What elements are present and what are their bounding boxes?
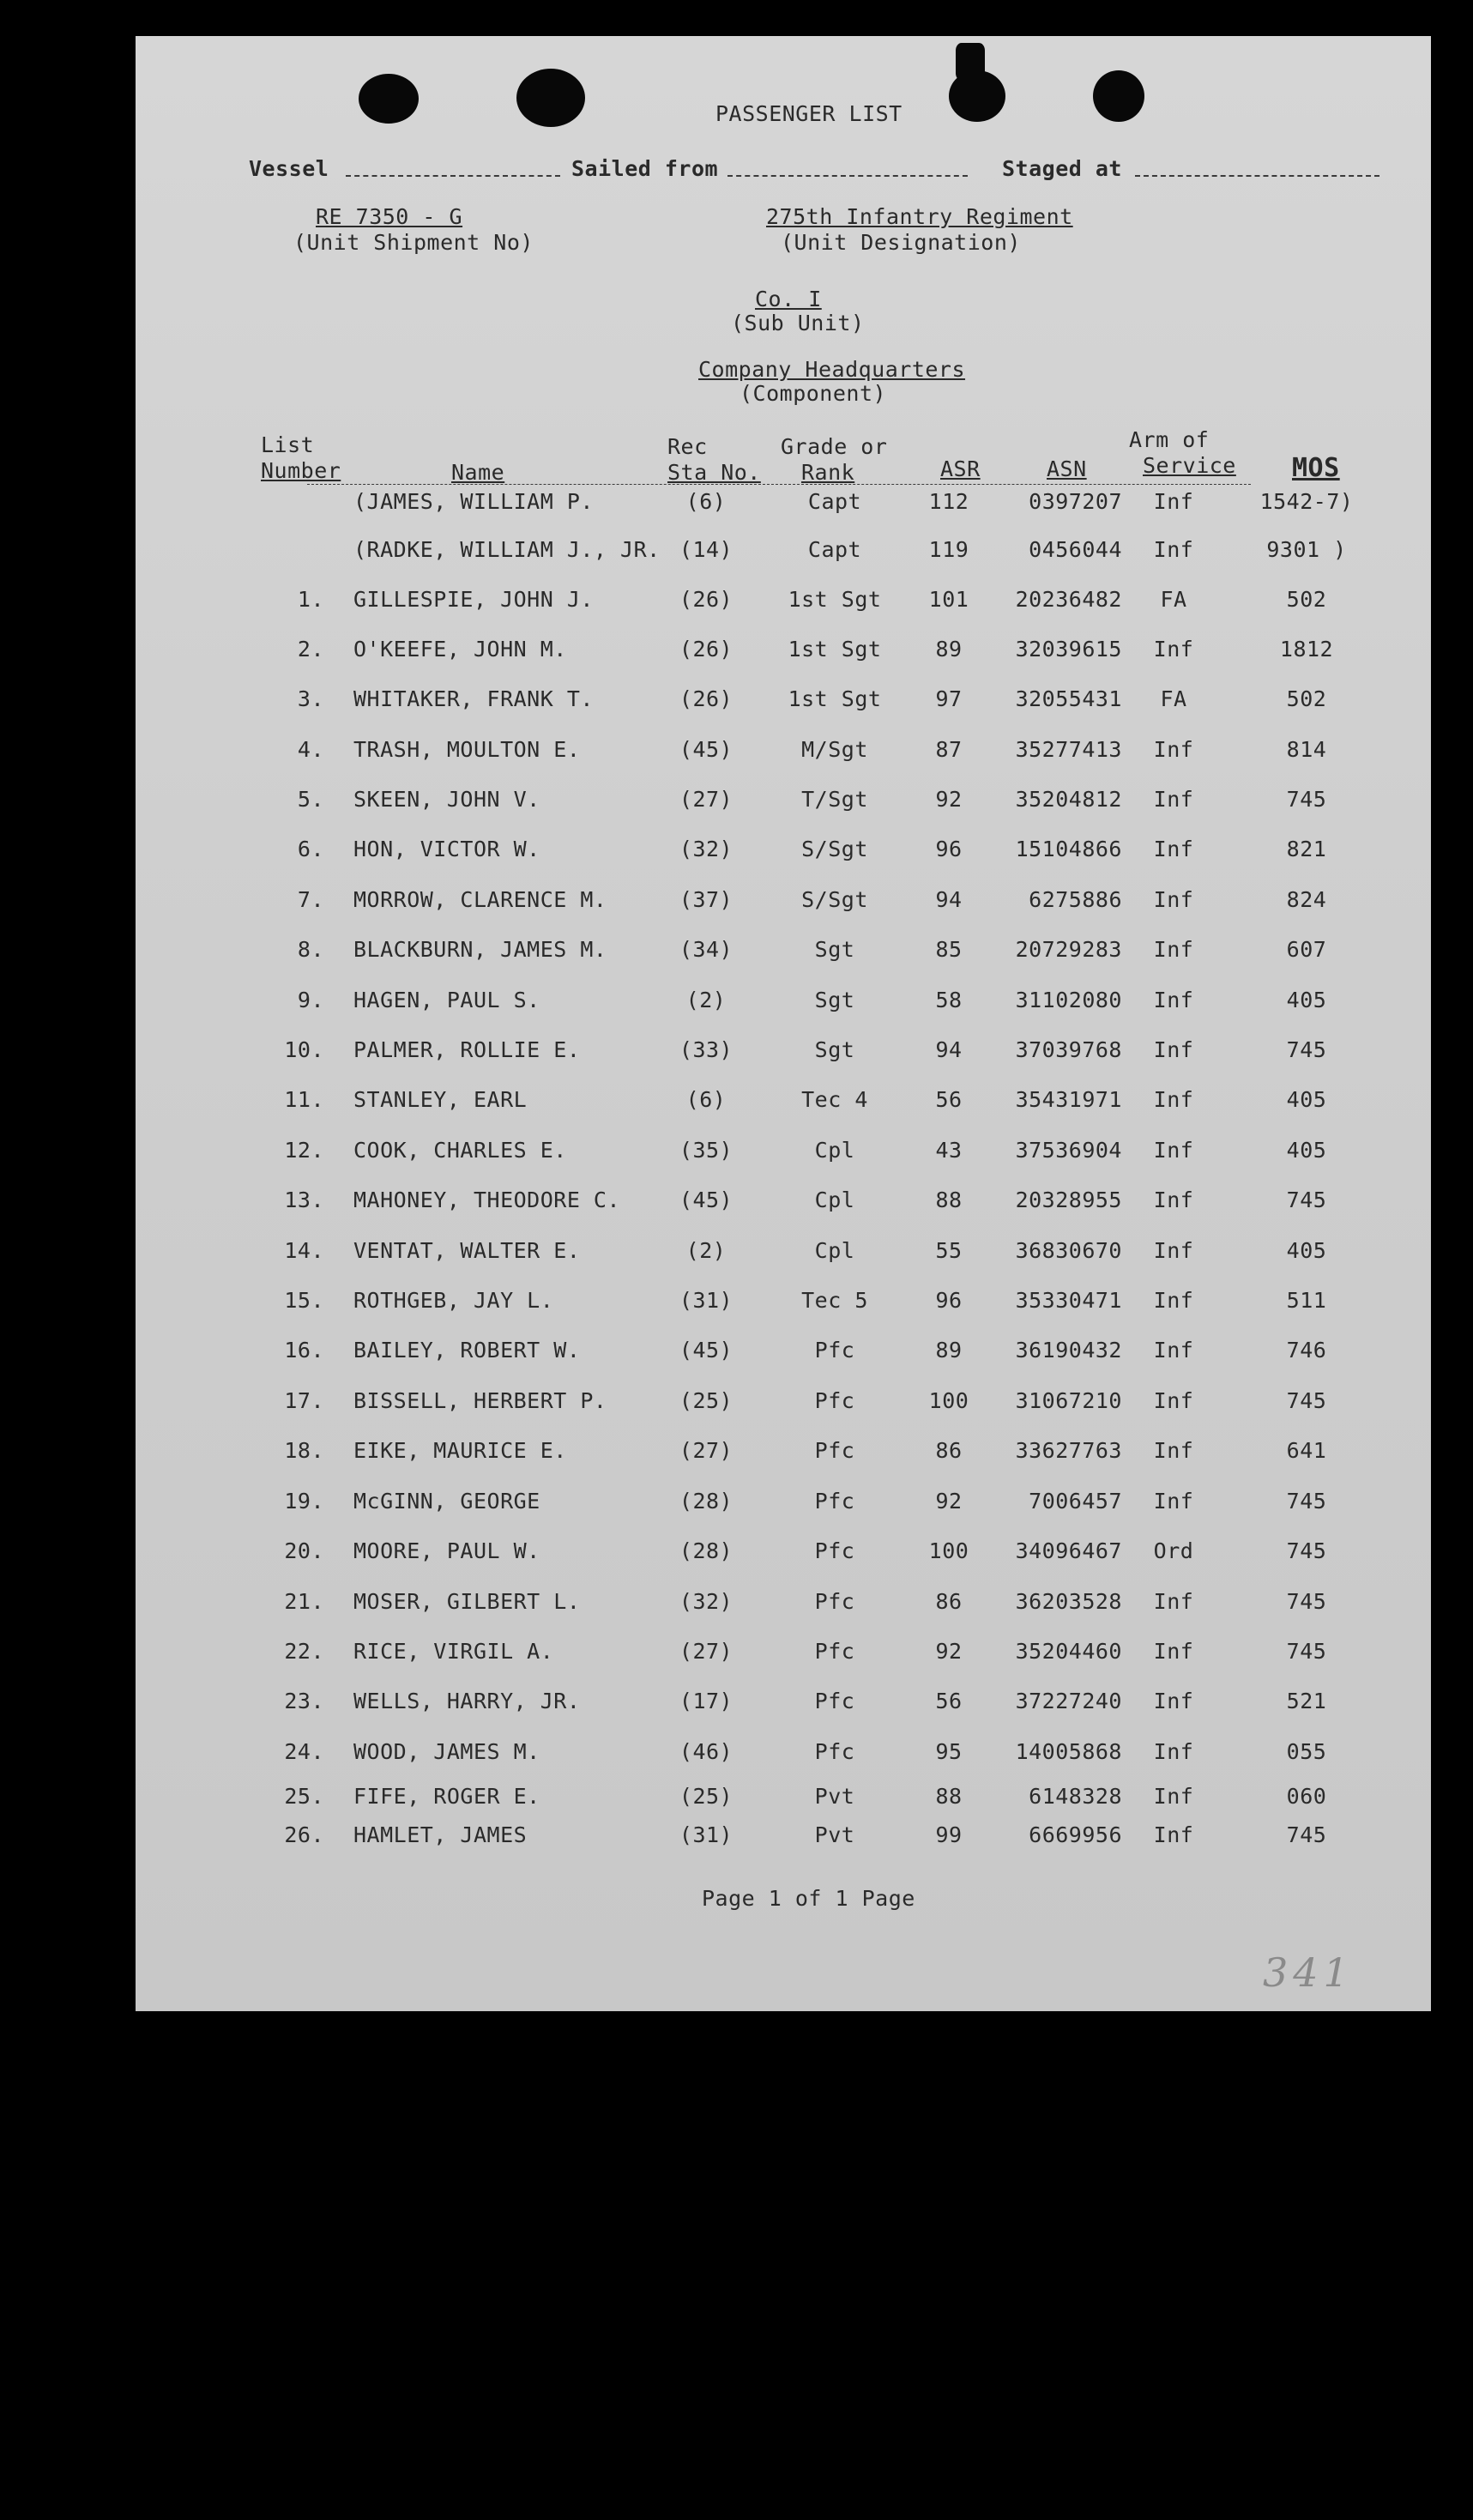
- cell-grade: Pfc: [814, 1538, 855, 1563]
- cell-sta: (28): [679, 1489, 733, 1514]
- header-grade-line2: Rank: [801, 460, 855, 485]
- cell-name: PALMER, ROLLIE E.: [353, 1037, 581, 1062]
- cell-num: 25.: [284, 1784, 324, 1809]
- cell-asr: 101: [928, 587, 969, 612]
- cell-grade: Cpl: [814, 1238, 855, 1263]
- header-asn: ASN: [1047, 456, 1087, 481]
- cell-arm: Inf: [1153, 1639, 1194, 1664]
- cell-name: SKEEN, JOHN V.: [353, 787, 540, 812]
- officer-row: [136, 489, 1431, 523]
- cell-mos: 814: [1286, 737, 1327, 762]
- cell-asn: 32055431: [1015, 686, 1122, 711]
- cell-name: VENTAT, WALTER E.: [353, 1238, 581, 1263]
- cell-name: MAHONEY, THEODORE C.: [353, 1187, 621, 1212]
- cell-grade: 1st Sgt: [788, 686, 882, 711]
- table-row: [136, 686, 1431, 721]
- cell-asr: 97: [935, 686, 963, 711]
- cell-asn: 6148328: [1029, 1784, 1122, 1809]
- cell-mos: 641: [1286, 1438, 1327, 1463]
- cell-num: 4.: [297, 737, 324, 762]
- cell-asn: 33627763: [1015, 1438, 1122, 1463]
- cell-mos: 521: [1286, 1689, 1327, 1713]
- cell-asn: 31102080: [1015, 988, 1122, 1012]
- cell-arm: Inf: [1153, 1438, 1194, 1463]
- cell-arm: Inf: [1153, 1288, 1194, 1313]
- cell-asr: 94: [935, 887, 963, 912]
- cell-num: 15.: [284, 1288, 324, 1313]
- cell-grade: S/Sgt: [801, 887, 868, 912]
- table-row: [136, 587, 1431, 621]
- cell-asn: 37039768: [1015, 1037, 1122, 1062]
- cell-name: TRASH, MOULTON E.: [353, 737, 581, 762]
- cell-arm: Inf: [1153, 1739, 1194, 1764]
- table-row: [136, 1739, 1431, 1774]
- staged-at-field: [1135, 175, 1379, 177]
- cell-sta: (2): [685, 1238, 727, 1263]
- table-row: [136, 1087, 1431, 1121]
- cell-name: HAMLET, JAMES: [353, 1822, 528, 1847]
- header-mos: MOS: [1292, 453, 1340, 483]
- cell-sta: (33): [679, 1037, 733, 1062]
- cell-asn: 20729283: [1015, 937, 1122, 962]
- cell-sta: (32): [679, 1589, 733, 1614]
- cell-num: 22.: [284, 1639, 324, 1664]
- table-row: [136, 1639, 1431, 1673]
- cell-sta: (28): [679, 1538, 733, 1563]
- sailed-from-field: [727, 175, 968, 177]
- cell-grade: Capt: [807, 537, 862, 562]
- header-rec-line1: Rec: [667, 434, 708, 459]
- unit-shipment-no: RE 7350 - G: [316, 204, 463, 229]
- cell-name: O'KEEFE, JOHN M.: [353, 637, 567, 662]
- unit-shipment-caption: (Unit Shipment No): [293, 230, 534, 255]
- ink-blot: [359, 74, 419, 124]
- cell-name: (JAMES, WILLIAM P.: [353, 489, 594, 514]
- cell-grade: Cpl: [814, 1138, 855, 1163]
- cell-num: 2.: [297, 637, 324, 662]
- unit-designation-caption: (Unit Designation): [781, 230, 1021, 255]
- table-row: [136, 787, 1431, 821]
- cell-mos: 055: [1286, 1739, 1327, 1764]
- cell-num: 7.: [297, 887, 324, 912]
- cell-name: McGINN, GEORGE: [353, 1489, 540, 1514]
- cell-grade: Pfc: [814, 1438, 855, 1463]
- header-grade-line1: Grade or: [781, 434, 888, 459]
- cell-sta: (14): [679, 537, 733, 562]
- cell-num: 1.: [297, 587, 324, 612]
- cell-sta: (6): [685, 489, 727, 514]
- cell-asr: 86: [935, 1589, 963, 1614]
- cell-grade: Sgt: [814, 988, 855, 1012]
- cell-asn: 31067210: [1015, 1388, 1122, 1413]
- cell-asn: 35204460: [1015, 1639, 1122, 1664]
- cell-sta: (32): [679, 837, 733, 861]
- cell-arm: Inf: [1153, 1087, 1194, 1112]
- cell-grade: Pfc: [814, 1739, 855, 1764]
- cell-asn: 35330471: [1015, 1288, 1122, 1313]
- cell-name: HON, VICTOR W.: [353, 837, 540, 861]
- page-footer: Page 1 of 1 Page: [702, 1886, 915, 1911]
- header-rec-line2: Sta No.: [667, 460, 761, 485]
- cell-asn: 20328955: [1015, 1187, 1122, 1212]
- cell-mos: 821: [1286, 837, 1327, 861]
- table-row: [136, 1589, 1431, 1623]
- sailed-from-label: Sailed from: [571, 156, 719, 181]
- cell-name: GILLESPIE, JOHN J.: [353, 587, 594, 612]
- cell-grade: T/Sgt: [801, 787, 868, 812]
- cell-num: 16.: [284, 1338, 324, 1363]
- cell-num: 18.: [284, 1438, 324, 1463]
- cell-grade: Pfc: [814, 1338, 855, 1363]
- cell-mos: 060: [1286, 1784, 1327, 1809]
- cell-sta: (45): [679, 1338, 733, 1363]
- cell-arm: Inf: [1153, 737, 1194, 762]
- cell-asn: 37227240: [1015, 1689, 1122, 1713]
- cell-num: 12.: [284, 1138, 324, 1163]
- cell-sta: (27): [679, 787, 733, 812]
- cell-num: 13.: [284, 1187, 324, 1212]
- cell-mos: 607: [1286, 937, 1327, 962]
- cell-asr: 92: [935, 787, 963, 812]
- cell-sta: (31): [679, 1822, 733, 1847]
- cell-sta: (37): [679, 887, 733, 912]
- cell-asr: 86: [935, 1438, 963, 1463]
- form-title: PASSENGER LIST: [715, 101, 903, 126]
- cell-sta: (17): [679, 1689, 733, 1713]
- vessel-label: Vessel: [249, 156, 329, 181]
- cell-name: MOSER, GILBERT L.: [353, 1589, 581, 1614]
- cell-grade: Capt: [807, 489, 862, 514]
- cell-grade: Pfc: [814, 1489, 855, 1514]
- cell-num: 3.: [297, 686, 324, 711]
- header-list-line1: List: [261, 432, 315, 457]
- cell-asn: 6669956: [1029, 1822, 1122, 1847]
- cell-num: 24.: [284, 1739, 324, 1764]
- cell-grade: Pfc: [814, 1388, 855, 1413]
- cell-num: 14.: [284, 1238, 324, 1263]
- cell-grade: 1st Sgt: [788, 587, 882, 612]
- cell-mos: 745: [1286, 787, 1327, 812]
- cell-asr: 88: [935, 1784, 963, 1809]
- table-row: [136, 988, 1431, 1022]
- header-arm-line1: Arm of: [1129, 427, 1210, 452]
- cell-asn: 20236482: [1015, 587, 1122, 612]
- cell-arm: Inf: [1153, 1388, 1194, 1413]
- table-row: [136, 1338, 1431, 1372]
- cell-grade: Pfc: [814, 1589, 855, 1614]
- cell-name: BISSELL, HERBERT P.: [353, 1388, 607, 1413]
- cell-arm: FA: [1160, 686, 1187, 711]
- cell-sta: (27): [679, 1639, 733, 1664]
- cell-name: MOORE, PAUL W.: [353, 1538, 540, 1563]
- cell-arm: Inf: [1153, 1589, 1194, 1614]
- cell-arm: Inf: [1153, 1689, 1194, 1713]
- table-row: [136, 1187, 1431, 1222]
- cell-asn: 35204812: [1015, 787, 1122, 812]
- cell-asn: 32039615: [1015, 637, 1122, 662]
- cell-arm: Inf: [1153, 787, 1194, 812]
- cell-asn: 14005868: [1015, 1739, 1122, 1764]
- cell-asr: 96: [935, 1288, 963, 1313]
- cell-arm: FA: [1160, 587, 1187, 612]
- header-asr: ASR: [940, 456, 981, 481]
- cell-asn: 6275886: [1029, 887, 1122, 912]
- cell-asr: 96: [935, 837, 963, 861]
- cell-sta: (2): [685, 988, 727, 1012]
- cell-grade: Tec 4: [801, 1087, 868, 1112]
- table-row: [136, 1489, 1431, 1523]
- cell-sta: (26): [679, 587, 733, 612]
- table-row: [136, 1689, 1431, 1723]
- component: Company Headquarters: [698, 357, 966, 382]
- cell-name: BAILEY, ROBERT W.: [353, 1338, 581, 1363]
- cell-num: 20.: [284, 1538, 324, 1563]
- cell-asr: 58: [935, 988, 963, 1012]
- header-name: Name: [451, 460, 505, 485]
- cell-mos: 745: [1286, 1639, 1327, 1664]
- cell-grade: Tec 5: [801, 1288, 868, 1313]
- cell-mos: 745: [1286, 1489, 1327, 1514]
- cell-grade: Pfc: [814, 1639, 855, 1664]
- cell-arm: Inf: [1153, 1138, 1194, 1163]
- cell-asr: 88: [935, 1187, 963, 1212]
- cell-asr: 100: [928, 1538, 969, 1563]
- staged-at-label: Staged at: [1002, 156, 1122, 181]
- cell-num: 11.: [284, 1087, 324, 1112]
- cell-asn: 34096467: [1015, 1538, 1122, 1563]
- cell-mos: 745: [1286, 1589, 1327, 1614]
- cell-asr: 112: [928, 489, 969, 514]
- header-list-line2: Number: [261, 458, 341, 483]
- cell-mos: 405: [1286, 988, 1327, 1012]
- cell-mos: 1812: [1279, 637, 1334, 662]
- ink-blot: [956, 43, 985, 81]
- table-row: [136, 737, 1431, 771]
- cell-name: RICE, VIRGIL A.: [353, 1639, 554, 1664]
- cell-sta: (6): [685, 1087, 727, 1112]
- cell-mos: 1542-7): [1259, 489, 1354, 514]
- cell-asn: 0456044: [1029, 537, 1122, 562]
- sub-unit: Co. I: [755, 287, 822, 311]
- cell-asn: 37536904: [1015, 1138, 1122, 1163]
- cell-asr: 55: [935, 1238, 963, 1263]
- cell-grade: Pfc: [814, 1689, 855, 1713]
- cell-name: ROTHGEB, JAY L.: [353, 1288, 554, 1313]
- unit-designation: 275th Infantry Regiment: [766, 204, 1073, 229]
- cell-num: 9.: [297, 988, 324, 1012]
- cell-asn: 36203528: [1015, 1589, 1122, 1614]
- cell-sta: (31): [679, 1288, 733, 1313]
- cell-arm: Inf: [1153, 489, 1194, 514]
- sub-unit-caption: (Sub Unit): [731, 311, 865, 335]
- table-row: [136, 1238, 1431, 1272]
- cell-grade: Pvt: [814, 1822, 855, 1847]
- cell-grade: Pvt: [814, 1784, 855, 1809]
- cell-asn: 35431971: [1015, 1087, 1122, 1112]
- cell-arm: Inf: [1153, 937, 1194, 962]
- cell-asr: 99: [935, 1822, 963, 1847]
- table-row: [136, 837, 1431, 871]
- cell-num: 8.: [297, 937, 324, 962]
- cell-arm: Inf: [1153, 1822, 1194, 1847]
- cell-arm: Inf: [1153, 887, 1194, 912]
- cell-name: STANLEY, EARL: [353, 1087, 528, 1112]
- cell-sta: (34): [679, 937, 733, 962]
- cell-sta: (26): [679, 686, 733, 711]
- table-row: [136, 1538, 1431, 1573]
- cell-asr: 92: [935, 1639, 963, 1664]
- cell-grade: Cpl: [814, 1187, 855, 1212]
- cell-arm: Inf: [1153, 637, 1194, 662]
- cell-asr: 95: [935, 1739, 963, 1764]
- cell-mos: 746: [1286, 1338, 1327, 1363]
- cell-mos: 745: [1286, 1388, 1327, 1413]
- table-row: [136, 1438, 1431, 1472]
- cell-asr: 94: [935, 1037, 963, 1062]
- cell-grade: 1st Sgt: [788, 637, 882, 662]
- cell-num: 5.: [297, 787, 324, 812]
- cell-num: 10.: [284, 1037, 324, 1062]
- cell-sta: (35): [679, 1138, 733, 1163]
- cell-arm: Inf: [1153, 837, 1194, 861]
- cell-num: 26.: [284, 1822, 324, 1847]
- cell-arm: Ord: [1153, 1538, 1194, 1563]
- cell-num: 17.: [284, 1388, 324, 1413]
- cell-mos: 502: [1286, 686, 1327, 711]
- cell-asr: 85: [935, 937, 963, 962]
- cell-asn: 35277413: [1015, 737, 1122, 762]
- cell-name: (RADKE, WILLIAM J., JR.: [353, 537, 661, 562]
- cell-name: EIKE, MAURICE E.: [353, 1438, 567, 1463]
- table-row: [136, 1037, 1431, 1072]
- cell-name: WELLS, HARRY, JR.: [353, 1689, 581, 1713]
- cell-num: 6.: [297, 837, 324, 861]
- cell-asn: 36830670: [1015, 1238, 1122, 1263]
- cell-mos: 745: [1286, 1822, 1327, 1847]
- cell-mos: 405: [1286, 1087, 1327, 1112]
- cell-asr: 89: [935, 637, 963, 662]
- cell-asr: 119: [928, 537, 969, 562]
- cell-sta: (46): [679, 1739, 733, 1764]
- cell-arm: Inf: [1153, 1187, 1194, 1212]
- cell-asn: 15104866: [1015, 837, 1122, 861]
- table-row: [136, 1138, 1431, 1172]
- cell-sta: (26): [679, 637, 733, 662]
- cell-name: MORROW, CLARENCE M.: [353, 887, 607, 912]
- cell-asr: 89: [935, 1338, 963, 1363]
- cell-sta: (45): [679, 737, 733, 762]
- cell-name: WHITAKER, FRANK T.: [353, 686, 594, 711]
- cell-arm: Inf: [1153, 1489, 1194, 1514]
- cell-arm: Inf: [1153, 988, 1194, 1012]
- cell-asn: 0397207: [1029, 489, 1122, 514]
- cell-name: BLACKBURN, JAMES M.: [353, 937, 607, 962]
- cell-asr: 87: [935, 737, 963, 762]
- cell-mos: 824: [1286, 887, 1327, 912]
- passenger-list-page: [136, 36, 1431, 2011]
- cell-name: COOK, CHARLES E.: [353, 1138, 567, 1163]
- cell-mos: 745: [1286, 1538, 1327, 1563]
- cell-mos: 405: [1286, 1138, 1327, 1163]
- cell-grade: M/Sgt: [801, 737, 868, 762]
- cell-mos: 745: [1286, 1187, 1327, 1212]
- cell-name: HAGEN, PAUL S.: [353, 988, 540, 1012]
- header-rule: [307, 484, 1251, 485]
- cell-grade: Sgt: [814, 937, 855, 962]
- table-row: [136, 1822, 1431, 1857]
- cell-asr: 56: [935, 1689, 963, 1713]
- ink-blot: [1093, 70, 1144, 122]
- table-row: [136, 637, 1431, 671]
- cell-mos: 511: [1286, 1288, 1327, 1313]
- cell-num: 19.: [284, 1489, 324, 1514]
- cell-sta: (25): [679, 1784, 733, 1809]
- cell-asr: 92: [935, 1489, 963, 1514]
- cell-asr: 100: [928, 1388, 969, 1413]
- cell-mos: 502: [1286, 587, 1327, 612]
- header-arm-line2: Service: [1143, 453, 1236, 478]
- cell-arm: Inf: [1153, 537, 1194, 562]
- cell-asn: 36190432: [1015, 1338, 1122, 1363]
- cell-arm: Inf: [1153, 1338, 1194, 1363]
- table-row: [136, 1784, 1431, 1818]
- table-row: [136, 937, 1431, 971]
- cell-grade: S/Sgt: [801, 837, 868, 861]
- cell-mos: 745: [1286, 1037, 1327, 1062]
- cell-sta: (27): [679, 1438, 733, 1463]
- margin-number: 341: [1263, 1949, 1354, 1996]
- cell-mos: 9301 ): [1266, 537, 1347, 562]
- table-row: [136, 887, 1431, 922]
- cell-arm: Inf: [1153, 1784, 1194, 1809]
- cell-arm: Inf: [1153, 1037, 1194, 1062]
- table-row: [136, 1288, 1431, 1322]
- cell-num: 23.: [284, 1689, 324, 1713]
- cell-num: 21.: [284, 1589, 324, 1614]
- cell-arm: Inf: [1153, 1238, 1194, 1263]
- vessel-field: [346, 175, 560, 177]
- cell-grade: Sgt: [814, 1037, 855, 1062]
- component-caption: (Component): [740, 381, 887, 406]
- cell-sta: (45): [679, 1187, 733, 1212]
- cell-name: WOOD, JAMES M.: [353, 1739, 540, 1764]
- cell-asn: 7006457: [1029, 1489, 1122, 1514]
- cell-sta: (25): [679, 1388, 733, 1413]
- ink-blot: [516, 69, 585, 127]
- officer-row: [136, 537, 1431, 571]
- cell-asr: 43: [935, 1138, 963, 1163]
- table-row: [136, 1388, 1431, 1423]
- cell-name: FIFE, ROGER E.: [353, 1784, 540, 1809]
- cell-asr: 56: [935, 1087, 963, 1112]
- cell-mos: 405: [1286, 1238, 1327, 1263]
